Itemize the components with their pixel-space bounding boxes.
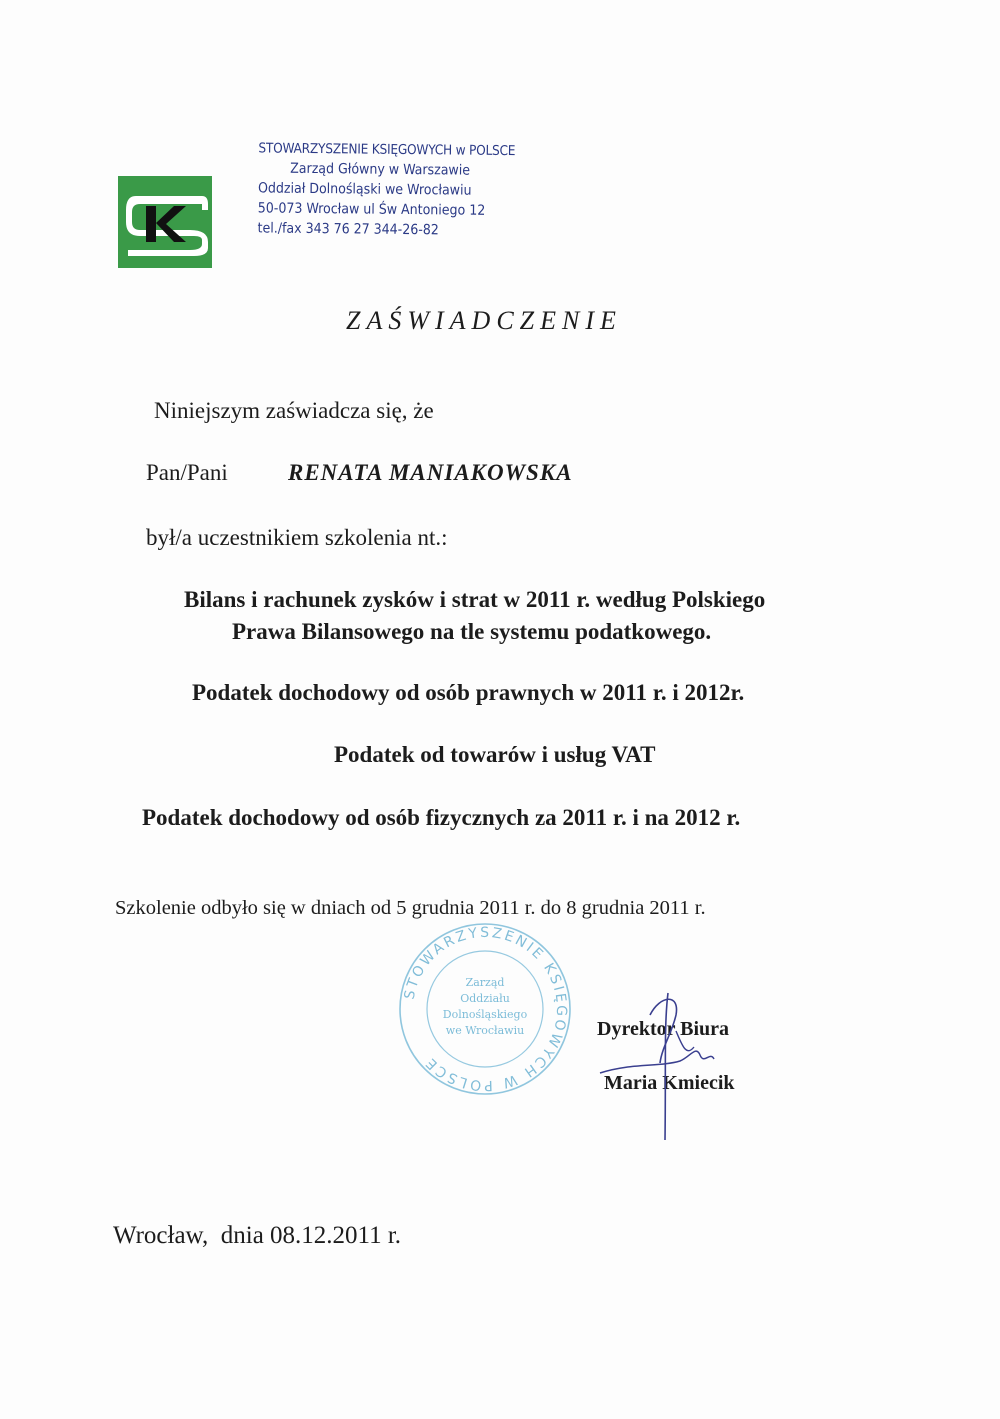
organization-address-stamp xyxy=(257,138,558,241)
address-line-org: STOWARZYSZENIE KSIĘGOWYCH w POLSCE xyxy=(258,140,516,160)
intro-text: Niniejszym zaświadcza się, że xyxy=(154,398,434,423)
address-line-phone: tel./fax 343 76 27 344-26-82 xyxy=(257,220,439,239)
recipient-name: RENATA MANIAKOWSKA xyxy=(288,460,573,485)
seal-outer-text: STOWARZYSZENIE KSIĘGOWYCH W POLSCE xyxy=(401,924,570,1094)
topic-line: Podatek dochodowy od osób fizycznych za 2011 r. i na 2012 r. xyxy=(142,805,741,830)
topic-line: Podatek dochodowy od osób prawnych w 2011 r. i 2012r. xyxy=(192,680,745,705)
training-dates: Szkolenie odbyło się w dniach od 5 grudnia 2011 r. do 8 grudnia 2011 r. xyxy=(115,897,706,919)
recipient-label: Pan/Pani xyxy=(146,460,228,485)
sk-logo-icon xyxy=(118,176,212,268)
seal-graphic xyxy=(396,920,574,1098)
signatory-title: Dyrektor Biura xyxy=(597,1018,730,1040)
seal-inner-line: we Wrocławiu xyxy=(445,1024,525,1037)
issue-date: dnia 08.12.2011 r. xyxy=(220,1222,402,1249)
address-line-board: Zarząd Główny w Warszawie xyxy=(290,160,471,179)
topic-line: Bilans i rachunek zysków i strat w 2011 r. według Polskiego xyxy=(184,587,766,612)
document-title: ZAŚWIADCZENIE xyxy=(346,306,622,335)
seal-inner-line: Dolnośląskiego xyxy=(442,1008,528,1021)
seal-inner-line: Zarząd xyxy=(465,976,505,989)
sk-logo-graphic xyxy=(118,176,212,268)
topic-line: Podatek od towarów i usług VAT xyxy=(334,742,656,767)
place-and-date xyxy=(113,1222,401,1250)
address-line-street: 50-073 Wrocław ul Św Antoniego 12 xyxy=(257,200,486,219)
round-seal-stamp xyxy=(396,920,574,1098)
topic-line: Prawa Bilansowego na tle systemu podatkowego. xyxy=(232,619,712,644)
seal-inner-line: Oddziału xyxy=(460,992,510,1005)
address-line-branch: Oddział Dolnośląski we Wrocławiu xyxy=(257,180,472,199)
issue-place: Wrocław, xyxy=(113,1222,209,1249)
participant-text: był/a uczestnikiem szkolenia nt.: xyxy=(146,525,448,550)
signatory-name: Maria Kmiecik xyxy=(604,1072,735,1094)
signature-graphic xyxy=(590,985,740,1145)
handwritten-signature-icon xyxy=(590,985,740,1145)
